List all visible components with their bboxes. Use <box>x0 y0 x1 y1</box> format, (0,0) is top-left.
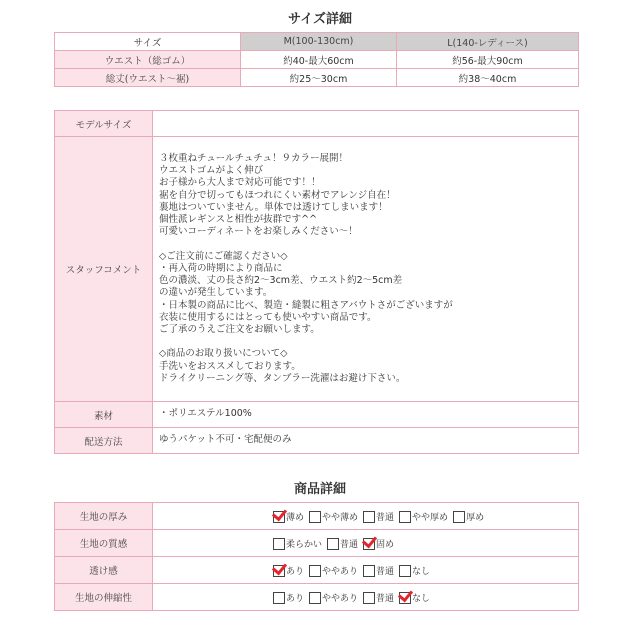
comment-line: の違いが発生しています。 <box>159 287 273 299</box>
comment-line: お子様から大人まで対応可能です！！ <box>159 177 321 189</box>
checkbox-label: 普通 <box>376 566 395 577</box>
checkbox-icon <box>327 538 339 550</box>
length-l: 約38〜40cm <box>397 69 579 87</box>
checkbox-icon <box>309 511 321 523</box>
comment-line: ◇商品のお取り扱いについて◇ <box>159 348 288 360</box>
comment-line: ３枚重ねチュールチュチュ！９カラー展開！ <box>159 153 348 165</box>
checkbox-label: あり <box>286 593 305 604</box>
checkbox-option <box>363 510 394 523</box>
checkbox-option <box>399 591 430 604</box>
length-m: 約25〜30cm <box>241 69 397 87</box>
comment-line: ・再入荷の時期により商品に <box>159 262 283 274</box>
checkbox-label: 普通 <box>376 593 395 604</box>
comment-line: ◇ご注文前にご確認ください◇ <box>159 250 288 262</box>
comment-line: ご了承のうえご注文をお願いします。 <box>159 323 320 335</box>
checkbox-label: あり <box>286 566 305 577</box>
checkbox-icon <box>399 565 411 577</box>
comment-line: 裏地はついていません。単体では透けてしまいます！ <box>159 201 388 213</box>
checkbox-label: やや薄め <box>322 512 359 523</box>
length-label: 総丈(ウエスト〜裾) <box>55 69 241 87</box>
table-row <box>55 530 579 557</box>
comment-line: 手洗いをおススメしております。 <box>159 360 301 372</box>
table-row <box>55 503 579 530</box>
product-info-table <box>54 110 579 454</box>
model-size-value <box>153 111 579 137</box>
checkbox-option <box>363 537 394 550</box>
detail-row-label: 生地の伸縮性 <box>55 584 153 611</box>
checkbox-option <box>309 564 358 577</box>
table-row <box>55 428 579 454</box>
shipping-value: ゆうパケット不可・宅配便のみ <box>153 428 579 454</box>
checkbox-label: ややあり <box>322 566 359 577</box>
detail-row-options <box>153 557 579 584</box>
checkbox-icon <box>309 592 321 604</box>
checkbox-option <box>453 510 484 523</box>
material-label: 素材 <box>55 402 153 428</box>
checkbox-label: 普通 <box>340 539 359 550</box>
checkbox-icon <box>399 511 411 523</box>
checked-checkbox-icon <box>363 538 375 550</box>
table-row <box>55 69 579 87</box>
checkbox-option <box>327 537 358 550</box>
comment-line: 個性派レギンスと相性が抜群です^^ <box>159 214 318 226</box>
waist-m: 約40-最大60cm <box>241 51 397 69</box>
checkbox-option <box>363 591 394 604</box>
comment-line <box>159 238 572 250</box>
comment-line: ウエストゴムがよく伸び <box>159 165 264 177</box>
comment-line: 衣装に使用するにはとっても使いやすい商品です。 <box>159 311 377 323</box>
checkbox-icon <box>273 538 285 550</box>
checkbox-icon <box>363 592 375 604</box>
comment-line: 可愛いコーディネートをお楽しみください〜！ <box>159 226 358 238</box>
detail-table <box>54 502 579 611</box>
model-size-label: モデルサイズ <box>55 111 153 137</box>
checkbox-icon <box>363 565 375 577</box>
checkbox-option <box>363 564 394 577</box>
size-table <box>54 32 579 87</box>
size-header-m: M(100-130cm) <box>241 33 397 51</box>
checkbox-label: 柔らかい <box>286 539 323 550</box>
checkbox-icon <box>453 511 465 523</box>
detail-row-label: 生地の厚み <box>55 503 153 530</box>
checked-checkbox-icon <box>399 592 411 604</box>
checkbox-label: なし <box>412 566 431 577</box>
detail-row-label: 生地の質感 <box>55 530 153 557</box>
comment-line: 裾を自分で切ってもほつれにくい素材でアレンジ自在！ <box>159 189 396 201</box>
shipping-label: 配送方法 <box>55 428 153 454</box>
checked-checkbox-icon <box>273 565 285 577</box>
checkbox-label: 薄め <box>286 512 305 523</box>
checkbox-option <box>309 591 358 604</box>
table-row <box>55 137 579 402</box>
table-row <box>55 557 579 584</box>
waist-l: 約56-最大90cm <box>397 51 579 69</box>
checkbox-icon <box>309 565 321 577</box>
staff-comment-label: スタッフコメント <box>55 137 153 402</box>
detail-row-options <box>153 503 579 530</box>
comment-line: ドライクリーニング等、タンブラー洗濯はお避け下さい。 <box>159 372 406 384</box>
table-row <box>55 111 579 137</box>
checkbox-label: 普通 <box>376 512 395 523</box>
detail-row-label: 透け感 <box>55 557 153 584</box>
checkbox-option <box>273 510 304 523</box>
comment-line <box>159 336 572 348</box>
checkbox-option <box>399 564 430 577</box>
checkbox-label: 厚め <box>466 512 485 523</box>
checked-checkbox-icon <box>273 511 285 523</box>
checkbox-label: なし <box>412 593 431 604</box>
comment-line: 色の濃淡、丈の長さ約2〜3cm差、ウエスト約2〜5cm差 <box>159 275 403 287</box>
size-table-header <box>55 33 579 51</box>
size-section-title: サイズ詳細 <box>288 12 352 27</box>
checkbox-label: 固め <box>376 539 395 550</box>
checkbox-option <box>309 510 358 523</box>
checkbox-option <box>273 591 304 604</box>
checkbox-label: ややあり <box>322 593 359 604</box>
size-header-l: L(140-レディース) <box>397 33 579 51</box>
material-value: ・ポリエステル100% <box>153 402 579 428</box>
checkbox-icon <box>363 511 375 523</box>
checkbox-option <box>273 537 322 550</box>
table-row <box>55 402 579 428</box>
staff-comment-lines <box>159 153 572 385</box>
checkbox-icon <box>273 592 285 604</box>
checkbox-option <box>273 564 304 577</box>
detail-row-options <box>153 584 579 611</box>
comment-line: ・日本製の商品に比べ、製造・縫製に粗さアバウトさがございますが <box>159 299 453 311</box>
staff-comment-value <box>153 137 579 402</box>
table-row <box>55 51 579 69</box>
waist-label: ウエスト（総ゴム） <box>55 51 241 69</box>
size-header-label: サイズ <box>55 33 241 51</box>
detail-section-title: 商品詳細 <box>293 482 346 497</box>
table-row <box>55 584 579 611</box>
checkbox-label: やや厚め <box>412 512 449 523</box>
checkbox-option <box>399 510 448 523</box>
detail-row-options <box>153 530 579 557</box>
